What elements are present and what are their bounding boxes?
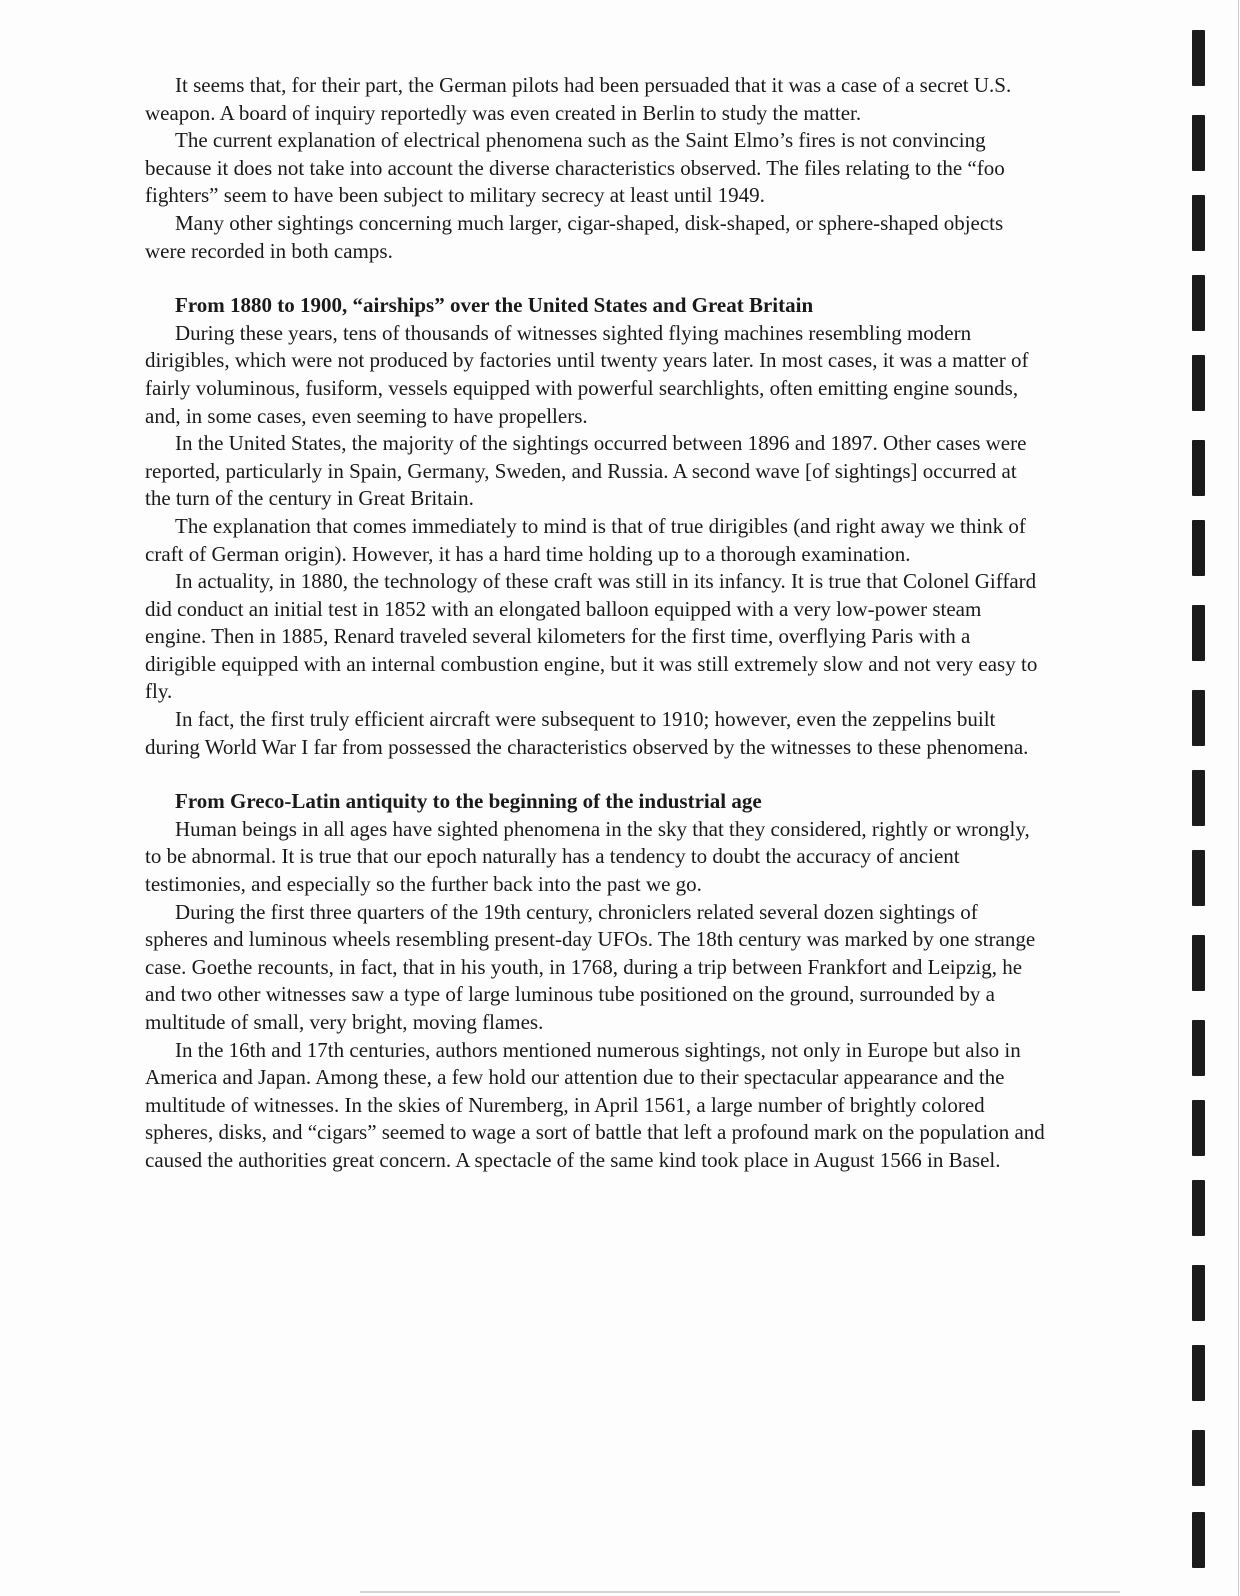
paragraph: Many other sightings concerning much larger, cigar-shaped, disk-shaped, or sphere-shaped objects were recorded in both camps.	[145, 210, 1004, 263]
binding-hole	[1192, 275, 1205, 331]
binding-hole	[1192, 1100, 1205, 1156]
paragraph: In fact, the first truly efficient aircraft were subsequent to 1910; however, even the zeppelins built during World War I far from possessed the characteristics observed by the witnesses to these phenomena.	[145, 707, 1029, 759]
binding-hole	[1192, 30, 1205, 86]
binding-hole	[1192, 520, 1205, 576]
binding-hole	[1192, 935, 1205, 991]
paragraph: In the 16th and 17th centuries, authors mentioned numerous sightings, not only in Europe but also in America and Japan. Among these, a few hold our attention due to their spectacular appearance and the multitude of witnesses. In the skies of Nuremberg, in April 1561, a large number of brightly colored spheres, disks, and “cigars” seemed to wage a sort of battle that left a profound mark on the population and caused the authorities great concern. A spectacle of the same kind took place in August 1566 in Basel.	[145, 1037, 1045, 1172]
binding-hole	[1192, 440, 1205, 496]
spiral-binding	[1200, 0, 1240, 1596]
binding-hole	[1192, 605, 1205, 661]
scan-edge-line	[360, 1591, 1120, 1593]
section-heading-airships: From 1880 to 1900, “airships” over the United States and Great Britain	[175, 293, 814, 318]
binding-hole	[1192, 1265, 1205, 1321]
paragraph: It seems that, for their part, the German pilots had been persuaded that it was a case of a secret U.S. weapon. A board of inquiry reportedly was even created in Berlin to study the matter.	[145, 73, 1012, 125]
binding-hole	[1192, 850, 1205, 906]
paragraph: During the first three quarters of the 19th century, chroniclers related several dozen sightings of spheres and luminous wheels resembling present-day UFOs. The 18th century was marked by one strange case. Goethe recounts, in fact, that in his youth, in 1768, during a trip between Frankfort and Leipzig, he and two other witnesses saw a type of large luminous tube positioned on the ground, surrounded by a multitude of small, very bright, moving flames.	[145, 899, 1036, 1034]
binding-hole	[1192, 355, 1205, 411]
binding-hole	[1192, 195, 1205, 251]
paragraph: In actuality, in 1880, the technology of these craft was still in its infancy. It is true that Colonel Giffard did conduct an initial test in 1852 with an elongated balloon equipped with a very low-power steam engine. Then in 1885, Renard traveled several kilometers for the first time, overflying Paris with a dirigible equipped with an internal combustion engine, but it was still extremely slow and not very easy to fly.	[145, 569, 1038, 704]
binding-hole	[1192, 770, 1205, 826]
paragraph: During these years, tens of thousands of witnesses sighted flying machines resembling modern dirigibles, which were not produced by factories until twenty years later. In most cases, it was a matter of fairly voluminous, fusiform, vessels equipped with powerful searchlights, often emitting engine sounds, and, in some cases, even seeming to have propellers.	[145, 320, 1029, 428]
binding-hole	[1192, 1430, 1205, 1486]
section-heading-antiquity: From Greco-Latin antiquity to the beginning of the industrial age	[175, 789, 762, 814]
binding-hole	[1192, 690, 1205, 746]
body-text	[145, 72, 1045, 1175]
section-spacer	[145, 265, 1045, 292]
page-edge	[1238, 0, 1239, 1596]
paragraph: The explanation that comes immediately to mind is that of true dirigibles (and right away we think of craft of German origin). However, it has a hard time holding up to a thorough examination.	[145, 513, 1026, 566]
binding-hole	[1192, 1180, 1205, 1236]
binding-hole	[1192, 1345, 1205, 1401]
binding-hole	[1192, 115, 1205, 171]
paragraph: Human beings in all ages have sighted phenomena in the sky that they considered, rightly or wrongly, to be abnormal. It is true that our epoch naturally has a tendency to doubt the accuracy of ancient testimonies, and especially so the further back into the past we go.	[145, 816, 1030, 897]
paragraph: In the United States, the majority of the sightings occurred between 1896 and 1897. Other cases were reported, particularly in Spain, Germany, Sweden, and Russia. A second wave [of sightings] occurred at the turn of the century in Great Britain.	[145, 431, 1027, 511]
section-spacer	[145, 761, 1045, 788]
binding-hole	[1192, 1020, 1205, 1076]
paragraph: The current explanation of electrical phenomena such as the Saint Elmo’s fires is not convincing because it does not take into account the diverse characteristics observed. The files relating to the “foo fighters” seem to have been subject to military secrecy at least until 1949.	[145, 128, 1005, 208]
binding-hole	[1192, 1512, 1205, 1568]
